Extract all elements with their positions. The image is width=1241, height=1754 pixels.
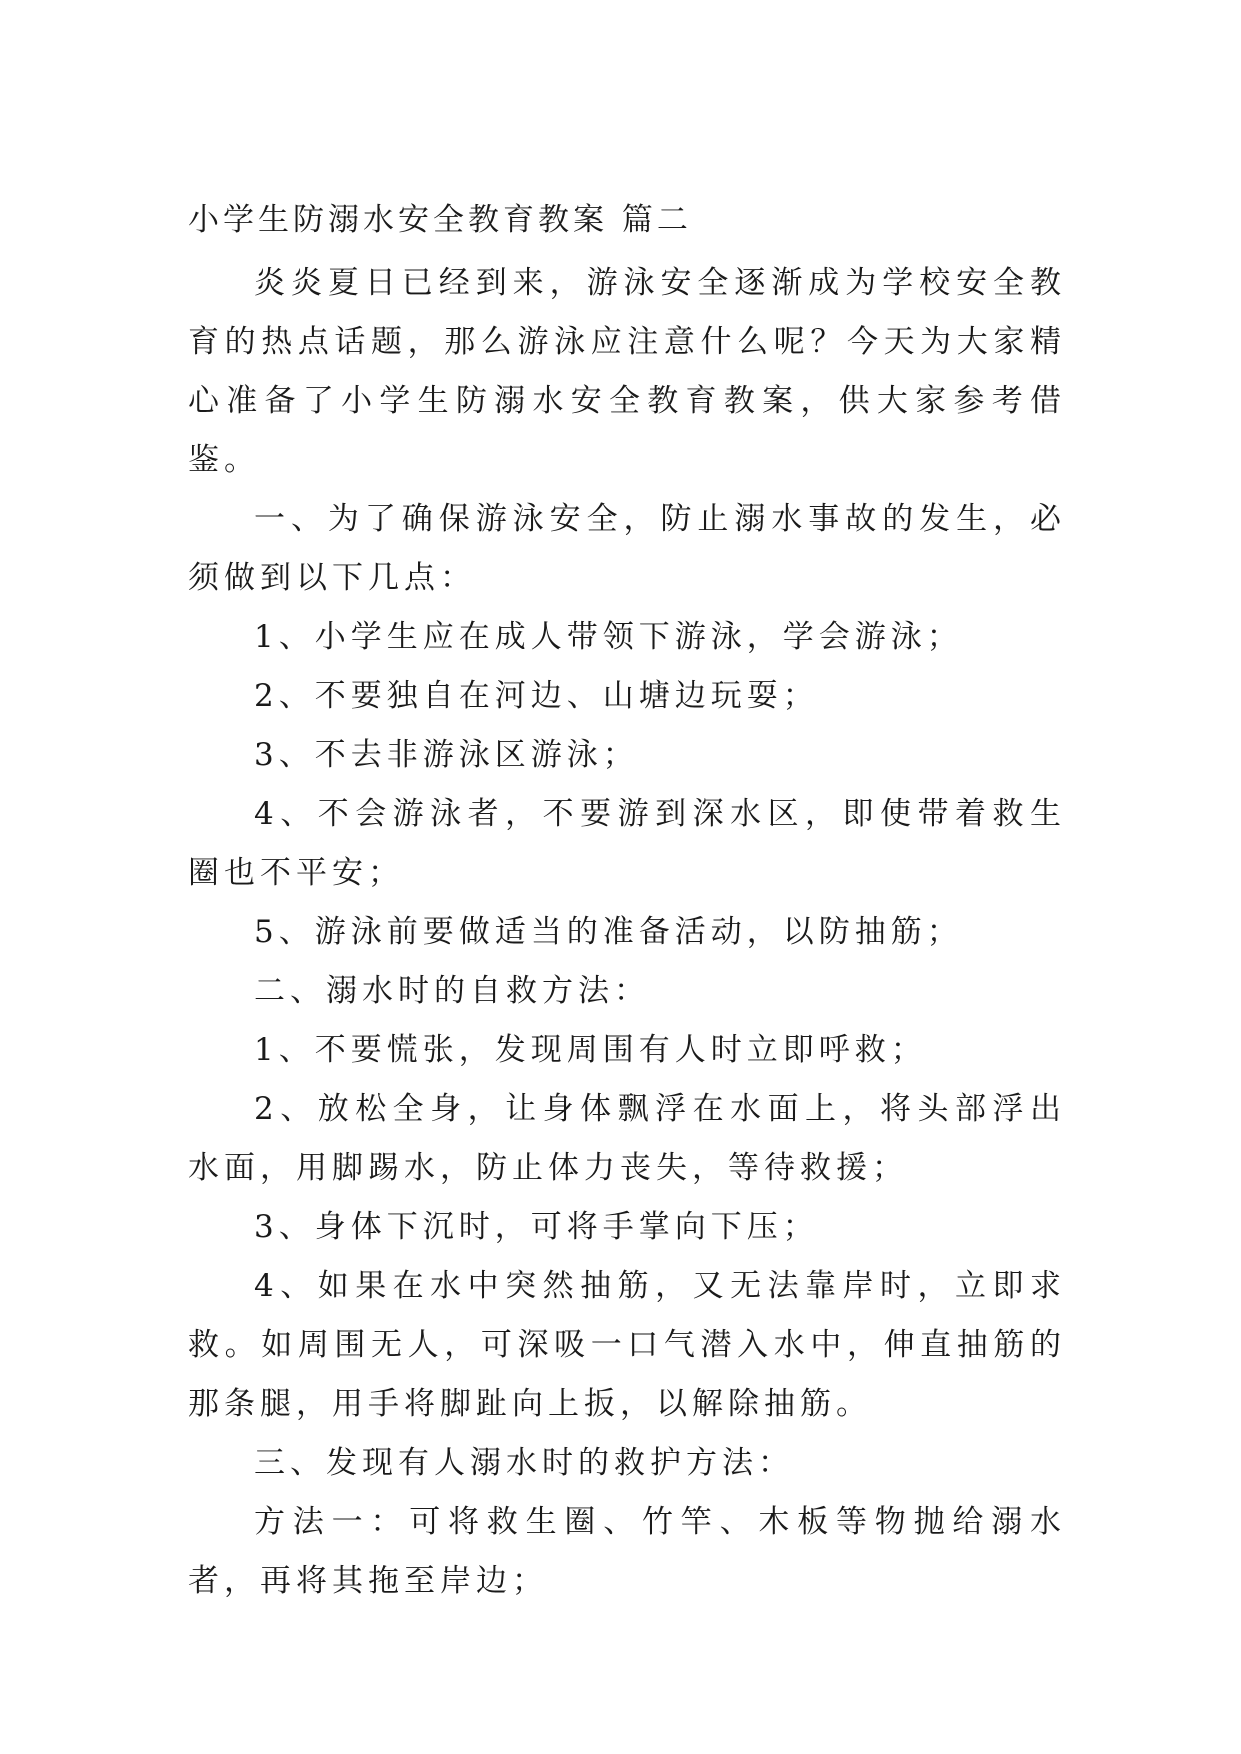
section-two-item-4: 4、如果在水中突然抽筋，又无法靠岸时，立即求救。如周围无人，可深吸一口气潜入水中，伸直抽筋的那条腿，用手将脚趾向上扳，以解除抽筋。: [188, 1268, 1066, 1422]
section-two-item-2: 2、放松全身，让身体飘浮在水面上，将头部浮出水面，用脚踢水，防止体力丧失，等待救援；: [188, 1091, 1066, 1186]
section-two-item-3: 3、身体下沉时，可将手掌向下压；: [254, 1209, 819, 1245]
section-three-method-1: 方法一：可将救生圈、竹竿、木板等物抛给溺水者，再将其拖至岸边；: [188, 1504, 1066, 1599]
section-one-item-4: 4、不会游泳者，不要游到深水区，即使带着救生圈也不平安；: [188, 796, 1066, 891]
section-one-item-1: 1、小学生应在成人带领下游泳，学会游泳；: [254, 619, 963, 655]
section-three-heading: 三、发现有人溺水时的救护方法：: [254, 1445, 794, 1481]
section-one-heading: 一、为了确保游泳安全，防止溺水事故的发生，必须做到以下几点：: [188, 501, 1066, 596]
document-title: 小学生防溺水安全教育教案 篇二: [188, 202, 692, 238]
section-one-item-2: 2、不要独自在河边、山塘边玩耍；: [254, 678, 819, 714]
section-one-item-3: 3、不去非游泳区游泳；: [254, 737, 639, 773]
intro-paragraph: 炎炎夏日已经到来，游泳安全逐渐成为学校安全教育的热点话题，那么游泳应注意什么呢？今天为大家精心准备了小学生防溺水安全教育教案，供大家参考借鉴。: [188, 265, 1066, 478]
document-page: [188, 197, 1066, 1611]
section-two-item-1: 1、不要慌张，发现周围有人时立即呼救；: [254, 1032, 927, 1068]
section-two-heading: 二、溺水时的自救方法：: [254, 973, 650, 1009]
section-one-item-5: 5、游泳前要做适当的准备活动，以防抽筋；: [254, 914, 963, 950]
